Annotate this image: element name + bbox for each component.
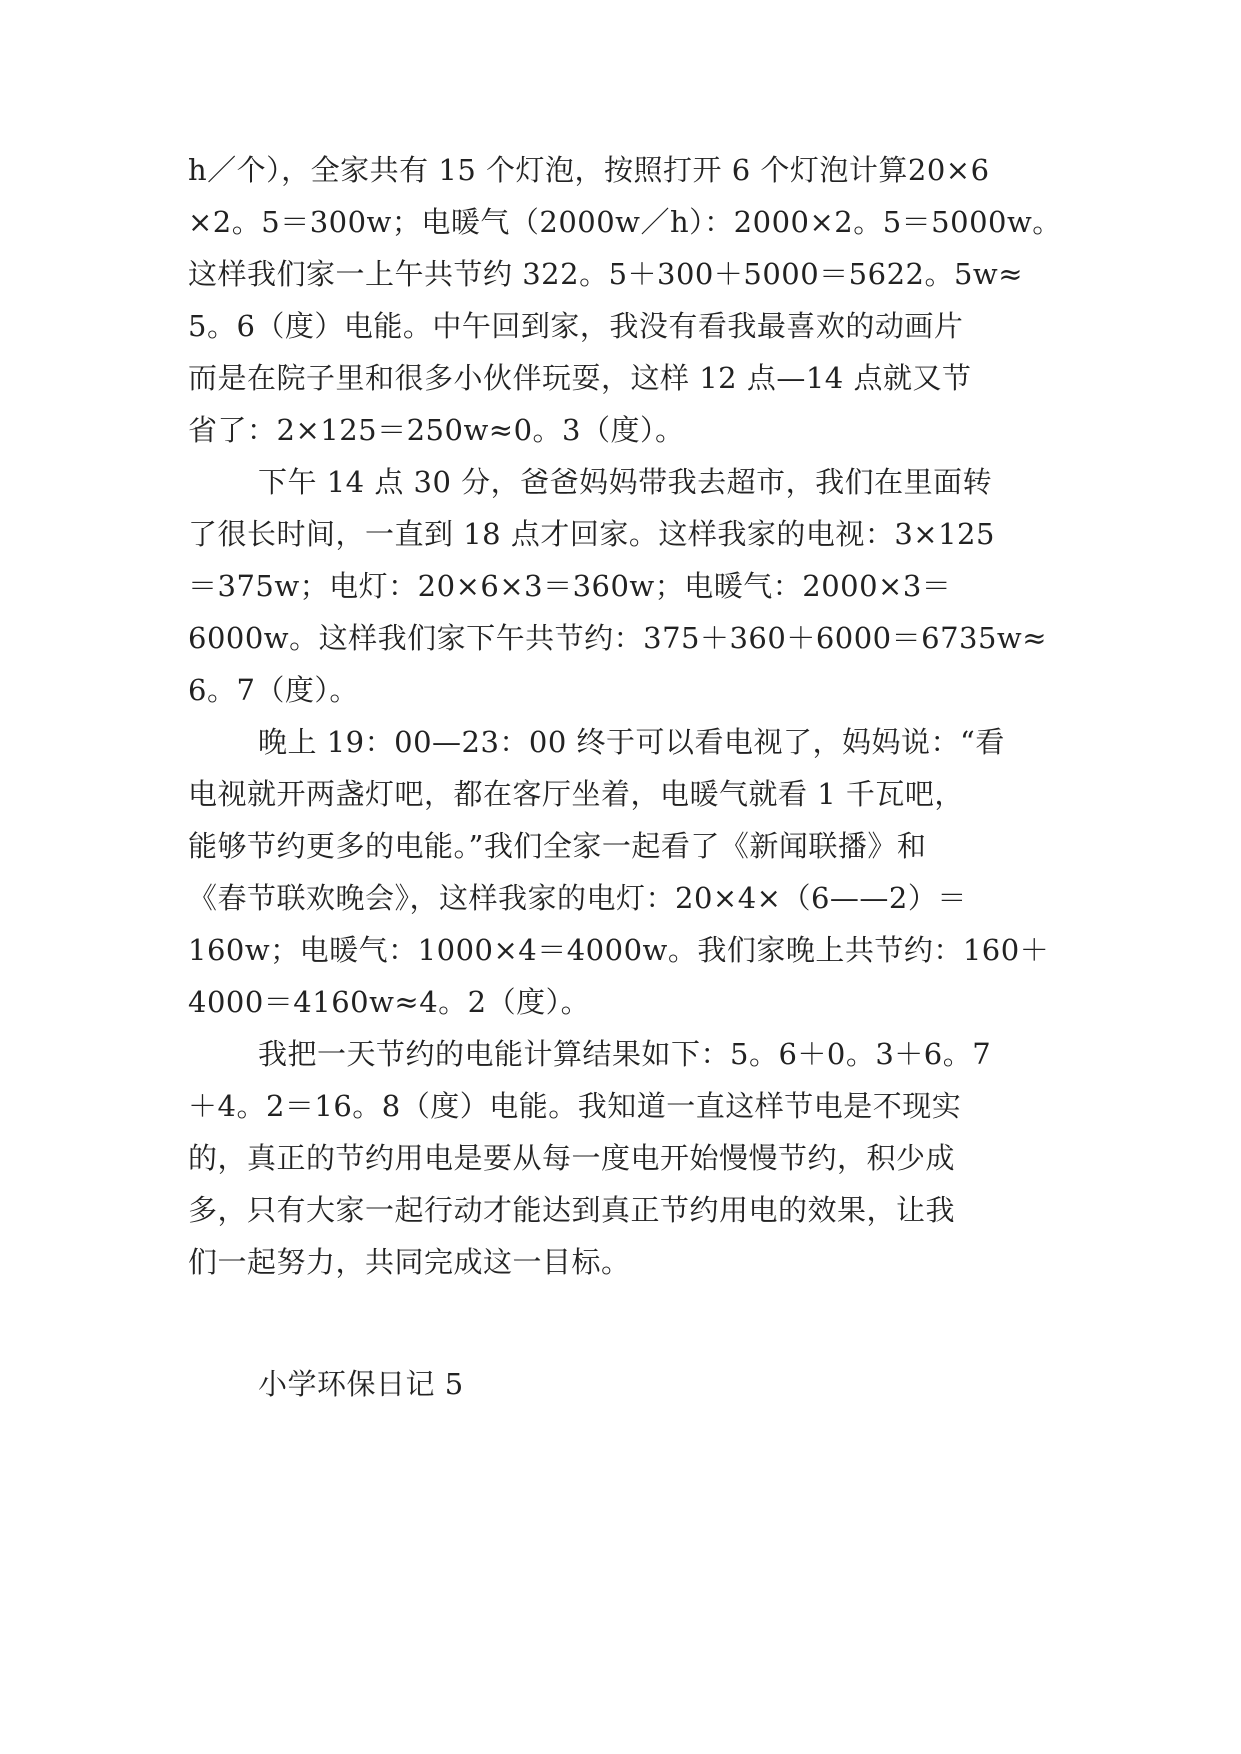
- text-line: 我把一天节约的电能计算结果如下：5。6＋0。3＋6。7: [258, 1037, 992, 1071]
- text-line: 5。6（度）电能。中午回到家，我没有看我最喜欢的动画片: [188, 309, 964, 343]
- text-line: 了很长时间，一直到 18 点才回家。这样我家的电视：3×125: [188, 517, 995, 551]
- text-line: 省了：2×125＝250w≈0。3（度）。: [188, 413, 685, 447]
- text-line: 能够节约更多的电能。”我们全家一起看了《新闻联播》和: [188, 829, 927, 863]
- text-line: 160w；电暖气：1000×4＝4000w。我们家晚上共节约：160＋: [188, 933, 1050, 967]
- text-line: 下午 14 点 30 分，爸爸妈妈带我去超市，我们在里面转: [258, 465, 993, 499]
- text-line: 的，真正的节约用电是要从每一度电开始慢慢节约，积少成: [188, 1141, 956, 1175]
- text-line: h／个），全家共有 15 个灯泡，按照打开 6 个灯泡计算20×6: [188, 153, 990, 187]
- text-line: 们一起努力，共同完成这一目标。: [188, 1245, 631, 1279]
- text-line: ×2。5＝300w；电暖气（2000w／h）：2000×2。5＝5000w。: [188, 205, 1062, 239]
- text-line: 而是在院子里和很多小伙伴玩耍，这样 12 点—14 点就又节: [188, 361, 972, 395]
- text-line: 4000＝4160w≈4。2（度）。: [188, 985, 591, 1019]
- text-line: 多，只有大家一起行动才能达到真正节约用电的效果，让我: [188, 1193, 956, 1227]
- text-line: 6000w。这样我们家下午共节约：375＋360＋6000＝6735w≈: [188, 621, 1048, 655]
- text-line: ＋4。2＝16。8（度）电能。我知道一直这样节电是不现实: [188, 1089, 962, 1123]
- text-line: 这样我们家一上午共节约 322。5＋300＋5000＝5622。5w≈: [188, 257, 1024, 291]
- text-line: ＝375w；电灯：20×6×3＝360w；电暖气：2000×3＝: [188, 569, 952, 603]
- text-line: 电视就开两盏灯吧，都在客厅坐着，电暖气就看 1 千瓦吧，: [188, 777, 964, 811]
- text-line: 《春节联欢晚会》，这样我家的电灯：20×4×（6——2）＝: [188, 881, 967, 915]
- text-line: 6。7（度）。: [188, 673, 359, 707]
- text-line: 晚上 19：00—23：00 终于可以看电视了，妈妈说：“看: [258, 725, 1005, 759]
- section-title: 小学环保日记 5: [258, 1367, 464, 1401]
